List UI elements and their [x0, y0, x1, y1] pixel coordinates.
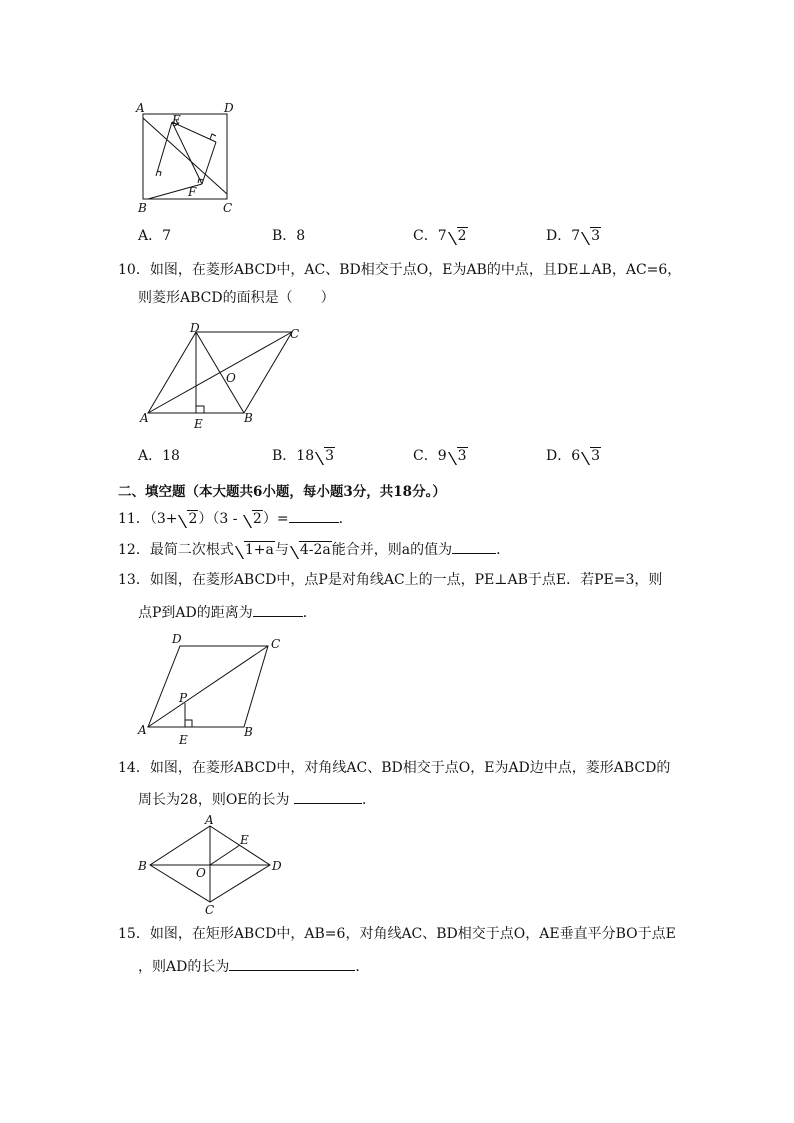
q13-label-C: C [271, 637, 281, 651]
q13-line2: 点P到AD的距离为 ． [138, 602, 317, 623]
q9-option-d: D．7 3 [546, 228, 601, 244]
q9-label-C: C [223, 201, 233, 215]
q13-label-A: A [138, 723, 147, 737]
q10-label-C: C [290, 327, 300, 341]
q11-answer-blank[interactable] [289, 508, 339, 523]
q10-label-O: O [226, 371, 236, 385]
q14-figure [134, 812, 284, 920]
q10-option-a: A．18 [138, 448, 180, 464]
q10-label-E: E [194, 417, 203, 431]
q9-label-F: F [188, 185, 197, 199]
q10-line2: 则菱形ABCD的面积是（ ） [138, 290, 335, 306]
q9-option-c: C．7 2 [413, 228, 467, 244]
q13-label-B: B [244, 725, 253, 739]
q14-label-A: A [205, 813, 214, 827]
q14-line2: 周长为28，则OE的长为 ． [138, 789, 376, 810]
q10-label-D: D [190, 321, 200, 335]
q10-option-c: C．9 3 [413, 448, 467, 464]
q10-figure [138, 320, 308, 432]
q10-option-d: D．6 3 [546, 448, 601, 464]
q14-label-C: C [205, 903, 215, 917]
q15-answer-blank[interactable] [229, 956, 355, 971]
q14-answer-blank[interactable] [294, 789, 362, 804]
q9-label-E: E [172, 113, 181, 127]
q14-label-D: D [272, 859, 282, 873]
q14-label-B: B [138, 859, 147, 873]
q9-option-a: A．7 [138, 228, 172, 244]
q15-line1: 15．如图，在矩形ABCD中，AB=6，对角线AC、BD相交于点O，AE垂直平分BO于点E [118, 926, 676, 942]
q12-answer-blank[interactable] [452, 539, 496, 554]
section-2-heading: 二、填空题（本大题共6小题，每小题3分，共18分。） [118, 484, 446, 500]
q13-label-P: P [179, 691, 188, 705]
q9-label-B: B [138, 201, 147, 215]
q14-segment-OE [210, 845, 240, 865]
q10-label-A: A [140, 411, 149, 425]
q13-figure [136, 630, 296, 745]
q14-label-O: O [196, 866, 206, 880]
q13-line1: 13．如图，在菱形ABCD中，点P是对角线AC上的一点，PE⊥AB于点E．若PE=3，则 [118, 572, 663, 588]
q10-option-b: B．18 3 [272, 448, 335, 464]
q9-label-D: D [224, 101, 234, 115]
q11: 11．（3+ 2）（3 - 2）= ． [118, 508, 353, 529]
q10-line1: 10．如图，在菱形ABCD中，AC、BD相交于点O，E为AB的中点，且DE⊥AB，AC=6， [118, 262, 682, 278]
q15-line2: ，则AD的长为 ． [138, 956, 369, 977]
q9-figure [134, 98, 244, 218]
q12: 12．最简二次根式 1+a与 4-2a能合并，则a的值为 ． [118, 539, 510, 560]
q9-option-b: B．8 [272, 228, 306, 244]
q13-label-D: D [172, 632, 182, 646]
q14-line1: 14．如图，在菱形ABCD中，对角线AC、BD相交于点O，E为AD边中点，菱形ABCD的 [118, 760, 671, 776]
q13-diagonal-AC [148, 646, 268, 727]
q13-label-E: E [179, 733, 188, 745]
q9-label-A: A [136, 101, 145, 115]
q14-label-E: E [240, 833, 249, 847]
q10-label-B: B [244, 411, 253, 425]
q13-answer-blank[interactable] [253, 602, 303, 617]
q10-diagonal-BD [196, 332, 244, 413]
